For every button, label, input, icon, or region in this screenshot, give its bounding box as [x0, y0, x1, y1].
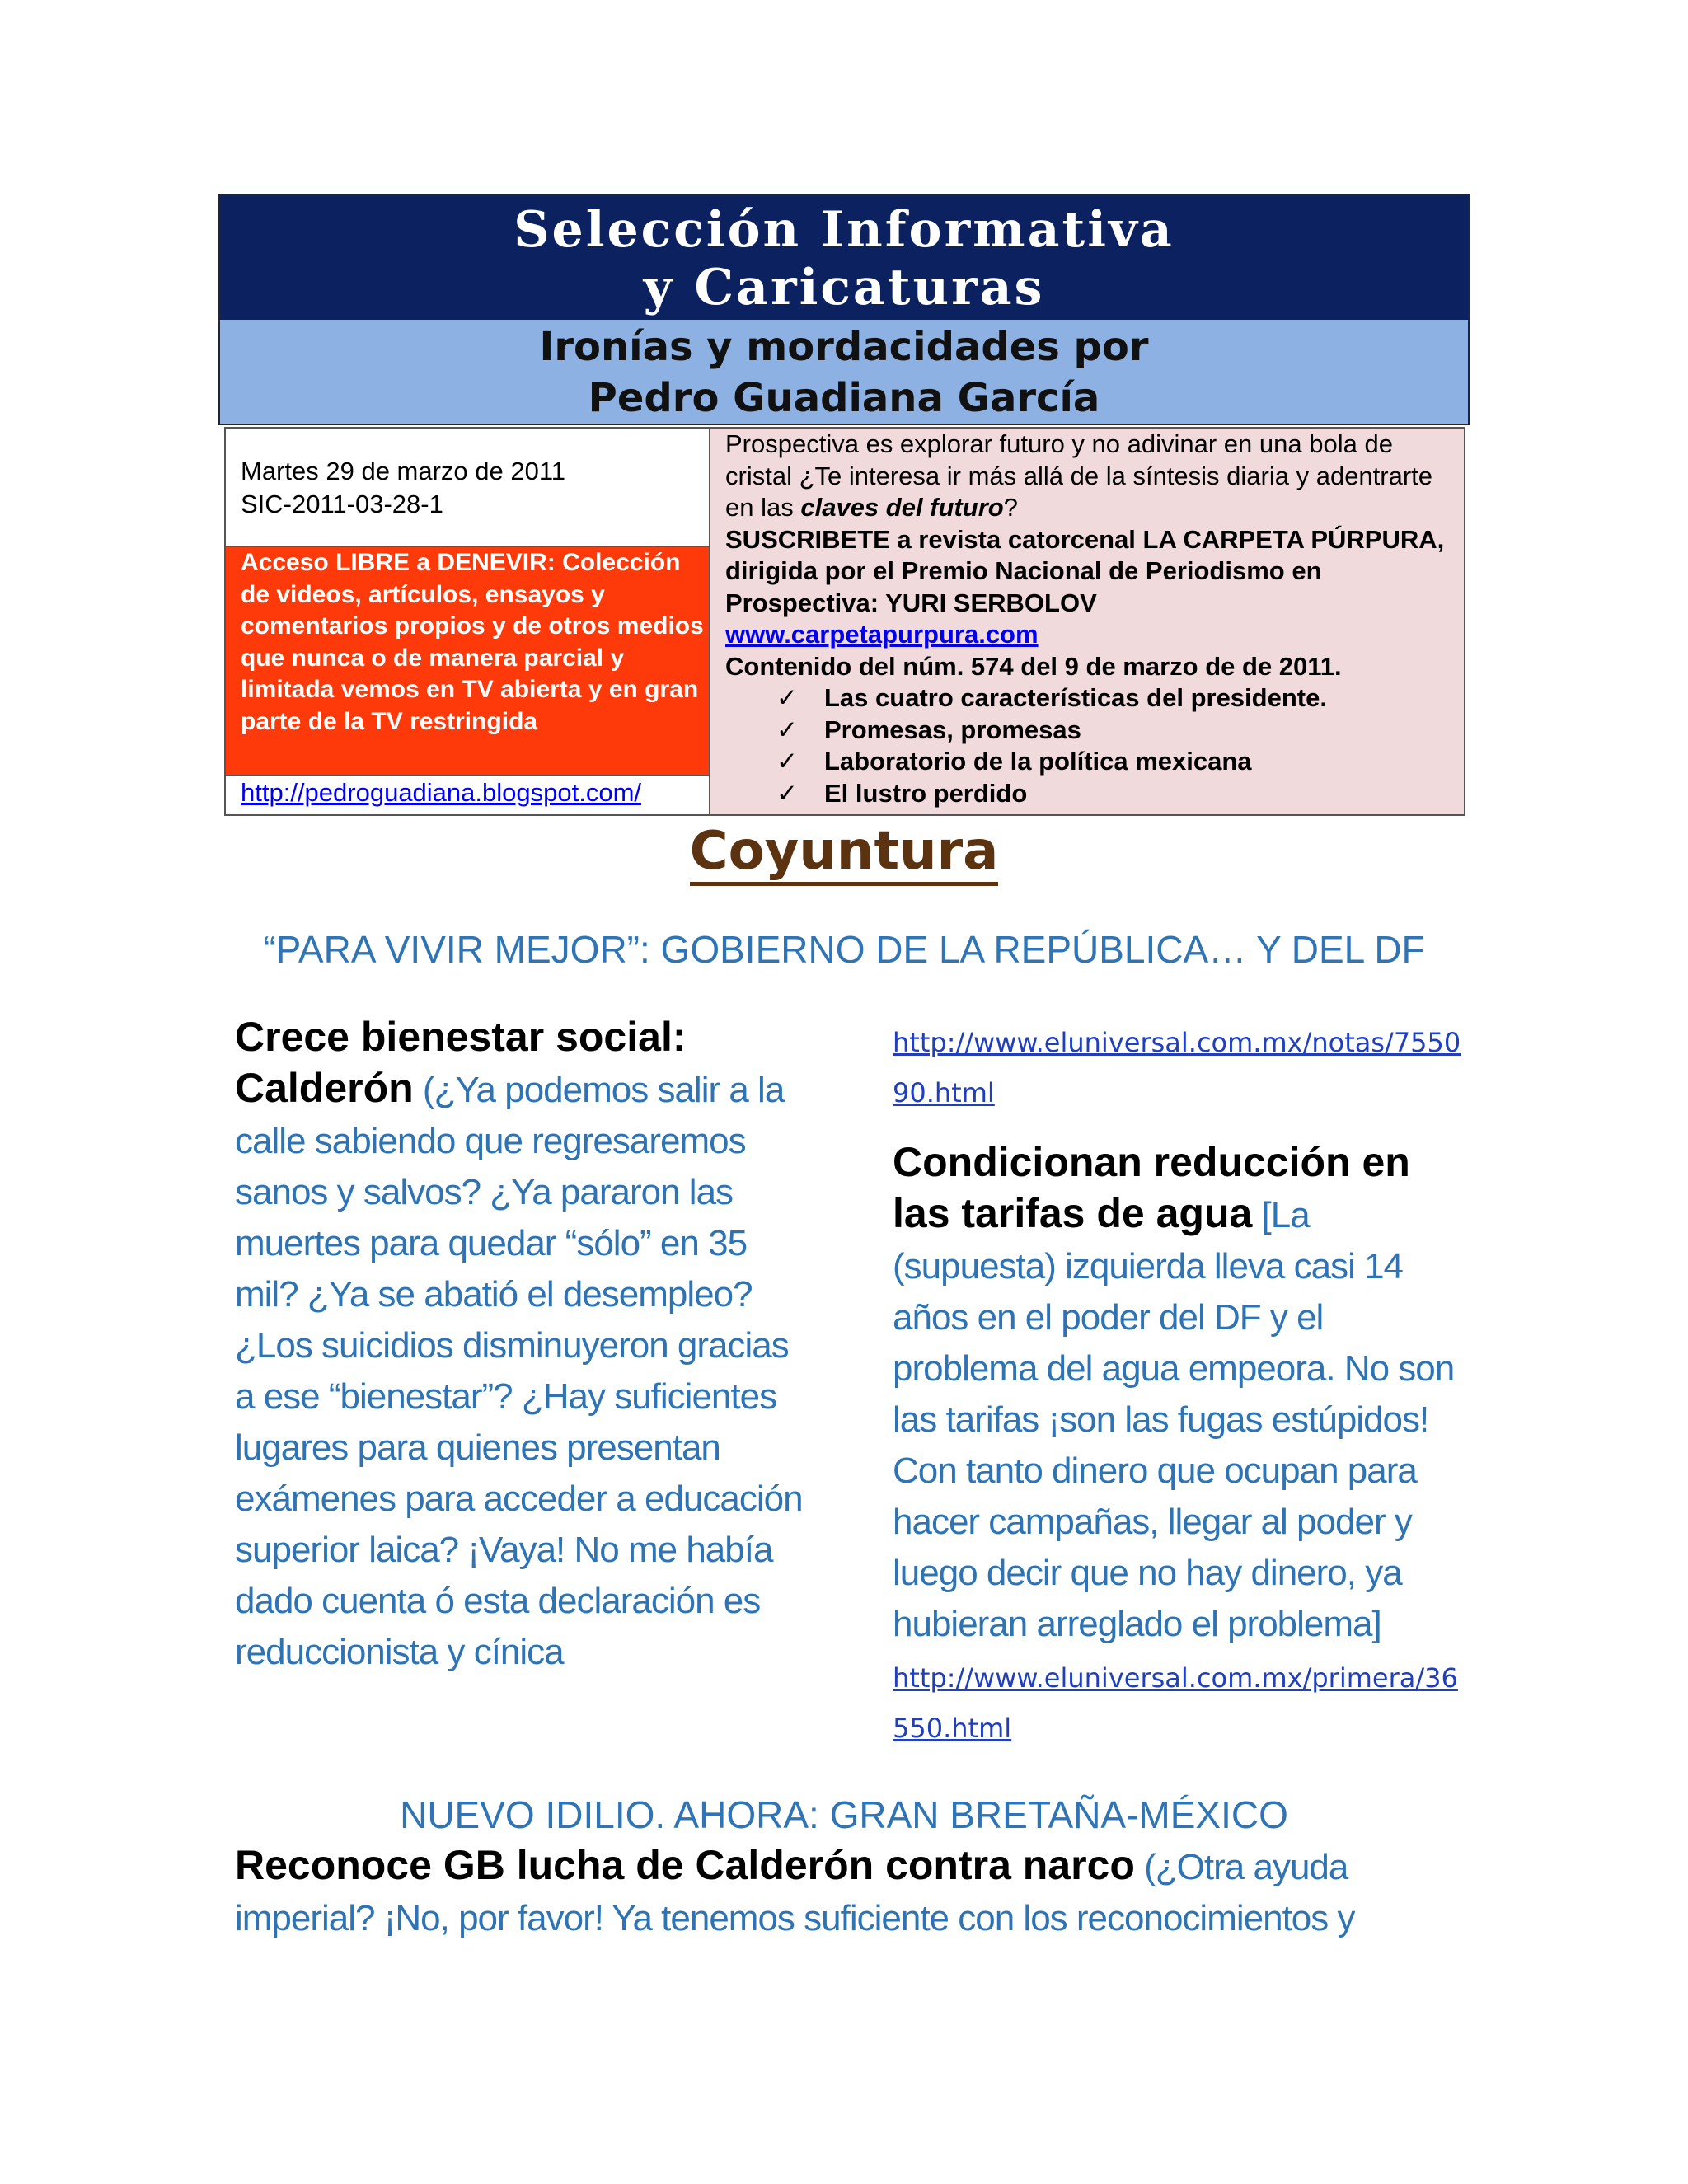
section-heading-1: “PARA VIVIR MEJOR”: GOBIERNO DE LA REPÚBLICA… Y DEL DF — [263, 928, 1425, 971]
right-comment: [La (supuesta) izquierda lleva casi 14 años en el poder del DF y el problema del agua empeora. No son las tarifas ¡son las fugas estúpidos! Con tanto dinero que ocupan para hacer campañas, llegar al poder y luego decir que no hay dinero, ya hubieran arreglado el problema] — [893, 1195, 1455, 1644]
issue-code: SIC-2011-03-28-1 — [241, 490, 443, 518]
contents-checklist — [725, 682, 1464, 809]
check-icon: ✓ — [776, 778, 798, 808]
promo-intro-emphasis: claves del futuro — [800, 493, 1004, 522]
eluniversal-link-2[interactable]: http://www.eluniversal.com.mx/primera/36 550.html — [893, 1662, 1458, 1744]
check-icon: ✓ — [776, 715, 798, 744]
wide-headline: Reconoce GB lucha de Calderón contra narco — [235, 1842, 1135, 1888]
wide-comment: (¿Otra ayuda imperial? ¡No, por favor! Ya tenemos suficiente con los reconocimientos y — [235, 1847, 1355, 1938]
date-cell — [226, 429, 710, 547]
checklist-item: ✓ Laboratorio de la política mexicana — [725, 746, 1464, 778]
blog-link-cell — [226, 775, 710, 814]
promo-intro: Prospectiva es explorar futuro y no adivinar en una bola de cristal ¿Te interesa ir más allá de la síntesis diaria y adentrarte en las claves del futuro? — [725, 429, 1433, 522]
right-column-article — [893, 1014, 1470, 1750]
denevir-cell — [226, 547, 710, 775]
promo-cell — [710, 429, 1464, 814]
section-title: Coyuntura — [0, 821, 1688, 882]
wide-article — [235, 1840, 1455, 1943]
masthead-subtitle — [220, 320, 1468, 424]
masthead-title-line1: Selección Informativa — [513, 201, 1175, 259]
masthead-title-line2: y Caricaturas — [643, 259, 1045, 316]
section-heading-2: NUEVO IDILIO. AHORA: GRAN BRETAÑA-MÉXICO — [400, 1793, 1288, 1836]
issue-date: Martes 29 de marzo de 2011 — [241, 457, 566, 485]
denevir-text: Acceso LIBRE a DENEVIR: Colección de videos, artículos, ensayos y comentarios propios y de otros medios que nunca o de manera parcial y limitada vemos en TV abierta y en gran parte de la TV restringida — [241, 549, 704, 735]
masthead-subtitle-line2: Pedro Guadiana García — [588, 375, 1100, 421]
info-table — [224, 427, 1465, 816]
masthead-subtitle-line1: Ironías y mordacidades por — [539, 324, 1149, 370]
carpeta-purpura-link[interactable]: www.carpetapurpura.com — [725, 620, 1039, 649]
right-headline: Condicionan reducción en las tarifas de agua — [893, 1139, 1410, 1236]
left-headline: Crece bienestar social: Calderón — [235, 1014, 687, 1111]
promo-contents-heading: Contenido del núm. 574 del 9 de marzo de de 2011. — [725, 651, 1342, 681]
left-column-article — [235, 1012, 804, 1677]
masthead-banner — [218, 194, 1470, 425]
blog-link[interactable]: http://pedroguadiana.blogspot.com/ — [241, 778, 642, 807]
masthead-title — [220, 196, 1468, 320]
check-icon: ✓ — [776, 683, 798, 712]
check-icon: ✓ — [776, 747, 798, 776]
checklist-item: ✓ El lustro perdido — [725, 778, 1464, 810]
checklist-item: ✓ Las cuatro características del presidente. — [725, 682, 1464, 715]
promo-subscribe: SUSCRIBETE a revista catorcenal LA CARPETA PÚRPURA, dirigida por el Premio Nacional de Periodismo en Prospectiva: YURI SERBOLOV — [725, 524, 1445, 617]
left-comment: (¿Ya podemos salir a la calle sabiendo que regresaremos sanos y salvos? ¿Ya pararon las muertes para quedar “sólo” en 35 mil? ¿Ya se abatió el desempleo? ¿Los suicidios disminuyeron gracias a ese “bienestar”? ¿Hay suficientes lugares para quienes presentan exámenes para acceder a educación superior laica? ¡Vaya! No me había dado cuenta ó esta declaración es reduccionista y cínica — [235, 1070, 803, 1672]
eluniversal-link-1[interactable]: http://www.eluniversal.com.mx/notas/7550 90.html — [893, 1027, 1461, 1108]
checklist-item: ✓ Promesas, promesas — [725, 715, 1464, 747]
